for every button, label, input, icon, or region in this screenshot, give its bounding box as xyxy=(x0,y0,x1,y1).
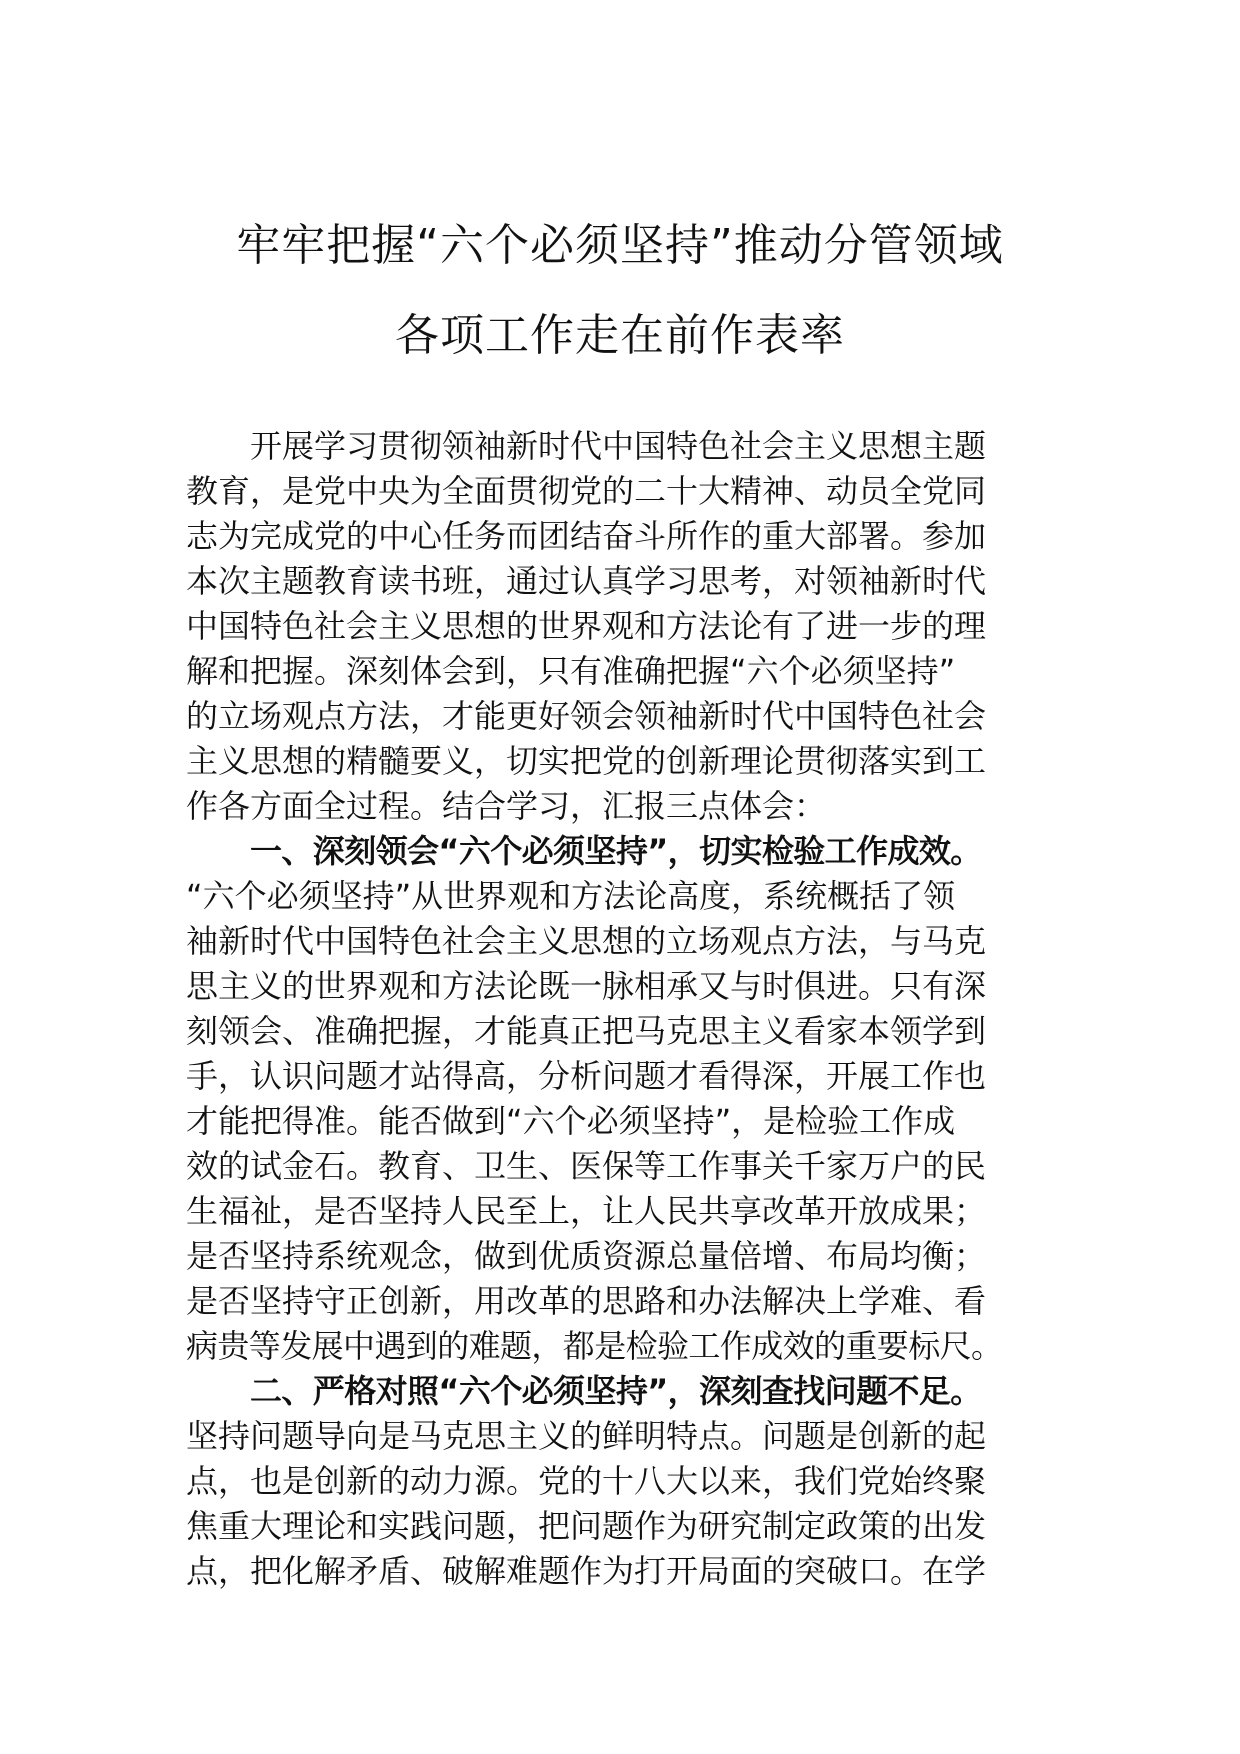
paragraph-line: 刻领会、准确把握，才能真正把马克思主义看家本领学到 xyxy=(186,1012,987,1050)
paragraph-line: 才能把得准。能否做到“六个必须坚持”，是检验工作成 xyxy=(186,1102,956,1140)
paragraph-line: 病贵等发展中遇到的难题，都是检验工作成效的重要标尺。 xyxy=(186,1327,1003,1365)
section-heading-2: 二、严格对照“六个必须坚持”，深刻查找问题不足。 xyxy=(250,1372,982,1410)
paragraph-line: 本次主题教育读书班，通过认真学习思考，对领袖新时代 xyxy=(186,562,987,600)
paragraph-line: 志为完成党的中心任务而团结奋斗所作的重大部署。参加 xyxy=(186,517,987,555)
paragraph-line: 解和把握。深刻体会到，只有准确把握“六个必须坚持” xyxy=(186,652,956,690)
paragraph-line: 焦重大理论和实践问题，把问题作为研究制定政策的出发 xyxy=(186,1507,987,1545)
paragraph-line: 效的试金石。教育、卫生、医保等工作事关千家万户的民 xyxy=(186,1147,987,1185)
paragraph-line: 是否坚持守正创新，用改革的思路和办法解决上学难、看 xyxy=(186,1282,987,1320)
document-body xyxy=(186,424,1060,1594)
paragraph-line: 思主义的世界观和方法论既一脉相承又与时俱进。只有深 xyxy=(186,967,987,1005)
paragraph-line: 袖新时代中国特色社会主义思想的立场观点方法，与马克 xyxy=(186,922,987,960)
document-title-line-1: 牢牢把握“六个必须坚持”推动分管领域 xyxy=(236,220,1004,271)
section-heading-1: 一、深刻领会“六个必须坚持”，切实检验工作成效。 xyxy=(250,832,982,870)
paragraph-line: 主义思想的精髓要义，切实把党的创新理论贯彻落实到工 xyxy=(186,742,987,780)
paragraph-line: 作各方面全过程。结合学习，汇报三点体会： xyxy=(186,787,827,825)
paragraph-line: 坚持问题导向是马克思主义的鲜明特点。问题是创新的起 xyxy=(186,1417,987,1455)
paragraph-line: 教育，是党中央为全面贯彻党的二十大精神、动员全党同 xyxy=(186,472,987,510)
paragraph-line: 中国特色社会主义思想的世界观和方法论有了进一步的理 xyxy=(186,607,987,645)
paragraph-line: 手，认识问题才站得高，分析问题才看得深，开展工作也 xyxy=(186,1057,987,1095)
paragraph-line: “六个必须坚持”从世界观和方法论高度，系统概括了领 xyxy=(186,877,956,915)
paragraph-line: 开展学习贯彻领袖新时代中国特色社会主义思想主题 xyxy=(250,427,987,465)
paragraph-line: 生福祉，是否坚持人民至上，让人民共享改革开放成果； xyxy=(186,1192,987,1230)
paragraph-line: 点，把化解矛盾、破解难题作为打开局面的突破口。在学 xyxy=(186,1552,987,1590)
paragraph-line: 的立场观点方法，才能更好领会领袖新时代中国特色社会 xyxy=(186,697,987,735)
paragraph-line: 是否坚持系统观念，做到优质资源总量倍增、布局均衡； xyxy=(186,1237,987,1275)
document-title-line-2: 各项工作走在前作表率 xyxy=(395,310,845,361)
paragraph-line: 点，也是创新的动力源。党的十八大以来，我们党始终聚 xyxy=(186,1462,987,1500)
